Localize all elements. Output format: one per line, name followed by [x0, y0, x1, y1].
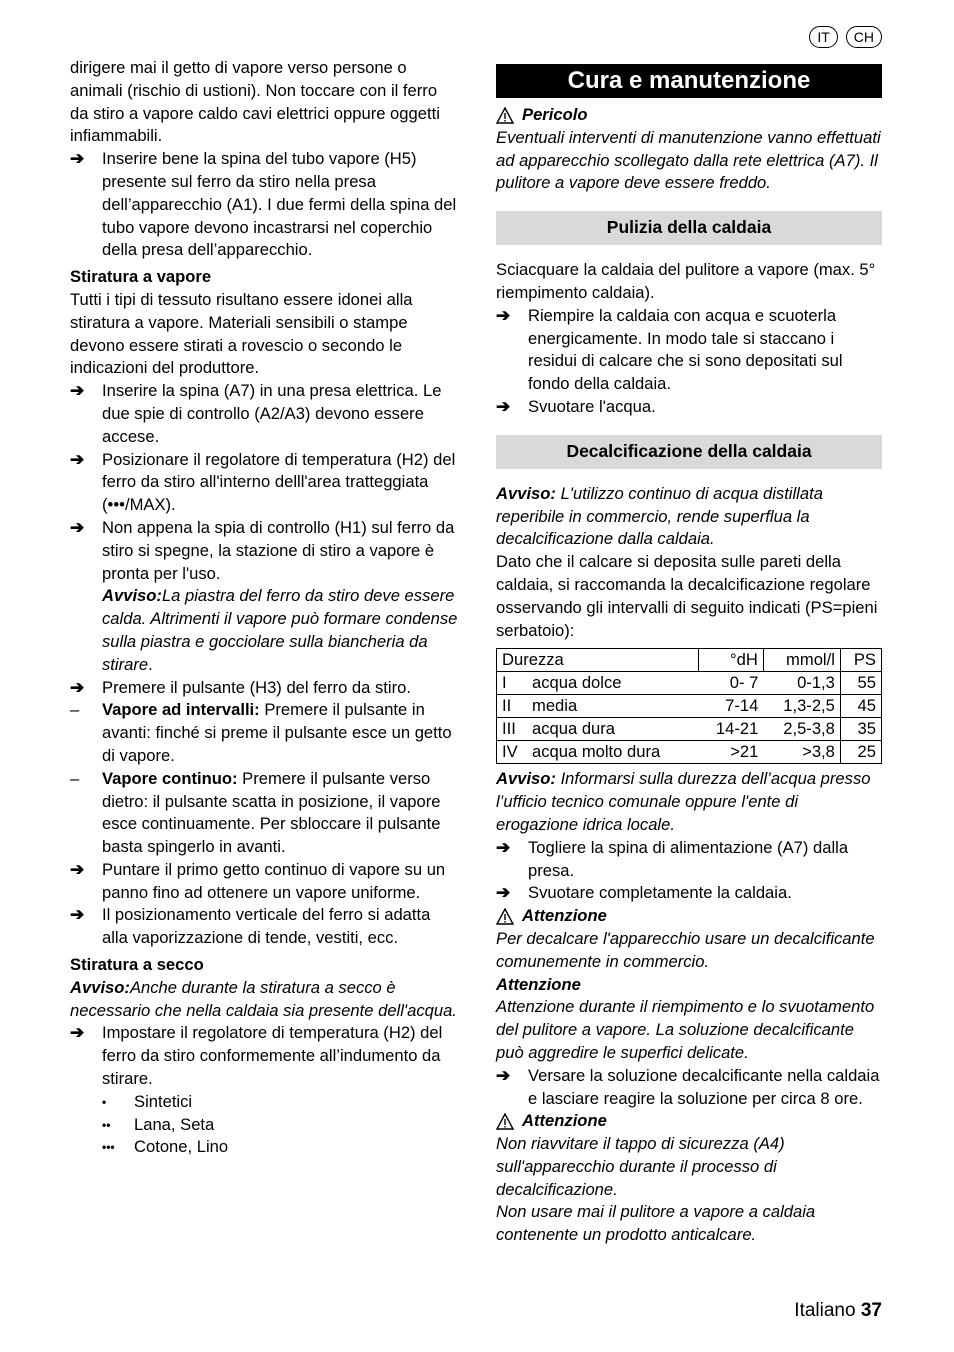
hardness-avviso: Avviso: Informarsi sulla durezza dell’acqua presso l’ufficio tecnico comunale oppure l'ente di erogazione idrica locale.: [496, 769, 871, 834]
left-column: [70, 57, 460, 1159]
badge-ch: CH: [846, 26, 882, 48]
attenzione-text: Attenzione durante il riempimento e lo svuotamento del pulitore a vapore. La soluzione decalcificante può aggredire le superfici delicate.: [496, 997, 875, 1062]
temperature-dots: •••: [102, 1140, 115, 1155]
list-item: ➔ Inserire bene la spina del tubo vapore (H5) presente sul ferro da stiro nella presa dell’apparecchio (A1). I due fermi della spina del tubo vapore devono incastrarsi nel coperchio della presa dell’apparecchio.: [70, 148, 460, 262]
pericolo-text: Eventuali interventi di manutenzione vanno effettuati ad apparecchio scollegato dalla rete elettrica (A7). Il pulitore a vapore deve essere freddo.: [496, 127, 881, 193]
badge-it: IT: [809, 26, 837, 48]
arrow-icon: ➔: [70, 677, 85, 697]
col-mmol: mmol/l: [763, 649, 840, 672]
attenzione-text: Non usare mai il pulitore a vapore a caldaia contenente un prodotto anticalcare.: [496, 1202, 816, 1245]
language-badges: [809, 26, 882, 48]
table-row: I acqua dolce 0- 7 0-1,3 55: [497, 672, 882, 695]
list-item: ➔ Svuotare completamente la caldaia.: [496, 882, 882, 905]
arrow-icon: ➔: [70, 859, 85, 879]
list-item: ➔ Inserire la spina (A7) in una presa elettrica. Le due spie di controllo (A2/A3) devono essere accese.: [70, 380, 460, 448]
page-footer: [794, 1300, 882, 1323]
page-number: 37: [860, 1300, 882, 1321]
dry-avviso: Avviso:Anche durante la stiratura a secco è necessario che nella caldaia sia presente dell'acqua.: [70, 977, 457, 1020]
attenzione-heading: Attenzione: [496, 974, 581, 994]
arrow-icon: ➔: [70, 381, 85, 401]
list-item: ➔ Il posizionamento verticale del ferro si adatta alla vaporizzazione di tende, vestiti, ecc.: [70, 904, 460, 950]
intro-text: dirigere mai il getto di vapore verso persone o animali (rischio di ustioni). Non toccare con il ferro da stiro a vapore caldo cavi elettrici oppure oggetti infiammabili.: [70, 58, 440, 146]
arrow-icon: ➔: [70, 449, 85, 469]
table-row: II media 7-14 1,3-2,5 45: [497, 695, 882, 718]
warning-attenzione: Attenzione: [496, 905, 882, 928]
temperature-dots: ••: [102, 1117, 111, 1132]
list-item: ➔ Posizionare il regolatore di temperatura (H2) del ferro da stiro all'interno delll'area tratteggiata (•••/MAX).: [70, 449, 460, 517]
avviso-label: Avviso:: [102, 586, 162, 606]
arrow-icon: ➔: [70, 905, 85, 925]
decalc-avviso: Avviso: L'utilizzo continuo di acqua distillata reperibile in commercio, rende superflua la decalcificazione dalla caldaia.: [496, 483, 823, 549]
fabric-list: [102, 1091, 460, 1159]
section-heading-dry: Stiratura a secco: [70, 955, 204, 975]
list-item: ➔ Puntare il primo getto continuo di vapore su un panno fino ad ottenere un vapore uniforme.: [70, 859, 460, 905]
col-ps: PS: [840, 649, 881, 672]
decalc-text: Dato che il calcare si deposita sulle pareti della caldaia, si raccomanda la decalcificazione regolare osservando gli intervalli di seguito indicati (PS=pieni serbatoio):: [496, 552, 878, 640]
attenzione-text: Per decalcare l'apparecchio usare un decalcificante comunemente in commercio.: [496, 928, 875, 971]
section-heading-decalc: Decalcificazione della caldaia: [496, 435, 882, 469]
arrow-icon: ➔: [496, 883, 511, 903]
table-row: IV acqua molto dura >21 >3,8 25: [497, 741, 882, 764]
warning-icon: [496, 908, 514, 925]
hardness-table: [496, 648, 882, 764]
list-item: ➔ Non appena la spia di controllo (H1) sul ferro da stiro si spegne, la stazione di stiro a vapore è pronta per l'uso. Avviso:La piastra del ferro da stiro deve essere calda. Altrimenti il vapore può formare condense sulla piastra e gocciolare sulla biancheria da stirare.: [70, 517, 460, 677]
warning-icon: [496, 107, 514, 124]
warning-icon: [496, 1113, 514, 1130]
list-item: ➔ Versare la soluzione decalcificante nella caldaia e lasciare reagire la soluzione per circa 8 ore.: [496, 1065, 882, 1111]
arrow-icon: ➔: [70, 1023, 85, 1043]
table-header-row: [497, 649, 882, 672]
list-item: • Sintetici: [102, 1091, 460, 1114]
list-item: ➔ Impostare il regolatore di temperatura (H2) del ferro da stiro conformemente all’indumento da stirare.: [70, 1022, 460, 1090]
table-row: III acqua dura 14-21 2,5-3,8 35: [497, 718, 882, 741]
attenzione-text: Non riavvitare il tappo di sicurezza (A4) sull'apparecchio durante il processo di decalcificazione.: [496, 1134, 785, 1199]
page-title: Cura e manutenzione: [496, 64, 882, 98]
arrow-icon: ➔: [496, 837, 511, 857]
right-column: [496, 64, 882, 1247]
col-dh: °dH: [698, 649, 763, 672]
list-item: ➔ Togliere la spina di alimentazione (A7) dalla presa.: [496, 837, 882, 883]
arrow-icon: ➔: [70, 517, 85, 537]
arrow-icon: ➔: [496, 1065, 511, 1085]
list-item: ➔ Svuotare l'acqua.: [496, 396, 882, 419]
list-item: ••• Cotone, Lino: [102, 1136, 460, 1159]
arrow-icon: ➔: [70, 149, 85, 169]
section-heading-boiler: Pulizia della caldaia: [496, 211, 882, 245]
section-heading-steam: Stiratura a vapore: [70, 267, 212, 287]
warning-attenzione: Attenzione: [496, 1110, 882, 1133]
list-item: ➔ Premere il pulsante (H3) del ferro da stiro.: [70, 677, 460, 700]
list-item: – Vapore continuo: Premere il pulsante verso dietro: il pulsante scatta in posizione, il vapore esce continuamente. Per sbloccare il pulsante basta spingerlo in avanti.: [70, 768, 441, 857]
temperature-dots: •: [102, 1094, 107, 1109]
footer-language: Italiano: [794, 1300, 856, 1321]
boiler-text: Sciacquare la caldaia del pulitore a vapore (max. 5° riempimento caldaia).: [496, 260, 876, 302]
list-item: ➔ Riempire la caldaia con acqua e scuoterla energicamente. In modo tale si staccano i residui di calcare che si sono depositati sul fondo della caldaia.: [496, 305, 882, 396]
col-durezza: Durezza: [497, 649, 699, 672]
list-item: •• Lana, Seta: [102, 1114, 460, 1137]
arrow-icon: ➔: [496, 305, 511, 325]
warning-pericolo: Pericolo: [496, 104, 882, 127]
list-item: – Vapore ad intervalli: Premere il pulsante in avanti: finché si preme il pulsante esce un getto di vapore.: [70, 700, 452, 765]
arrow-icon: ➔: [496, 396, 511, 416]
steam-text: Tutti i tipi di tessuto risultano essere idonei alla stiratura a vapore. Materiali sensibili o stampe devono essere stirati a rovescio o secondo le indicazioni del produttore.: [70, 289, 413, 378]
